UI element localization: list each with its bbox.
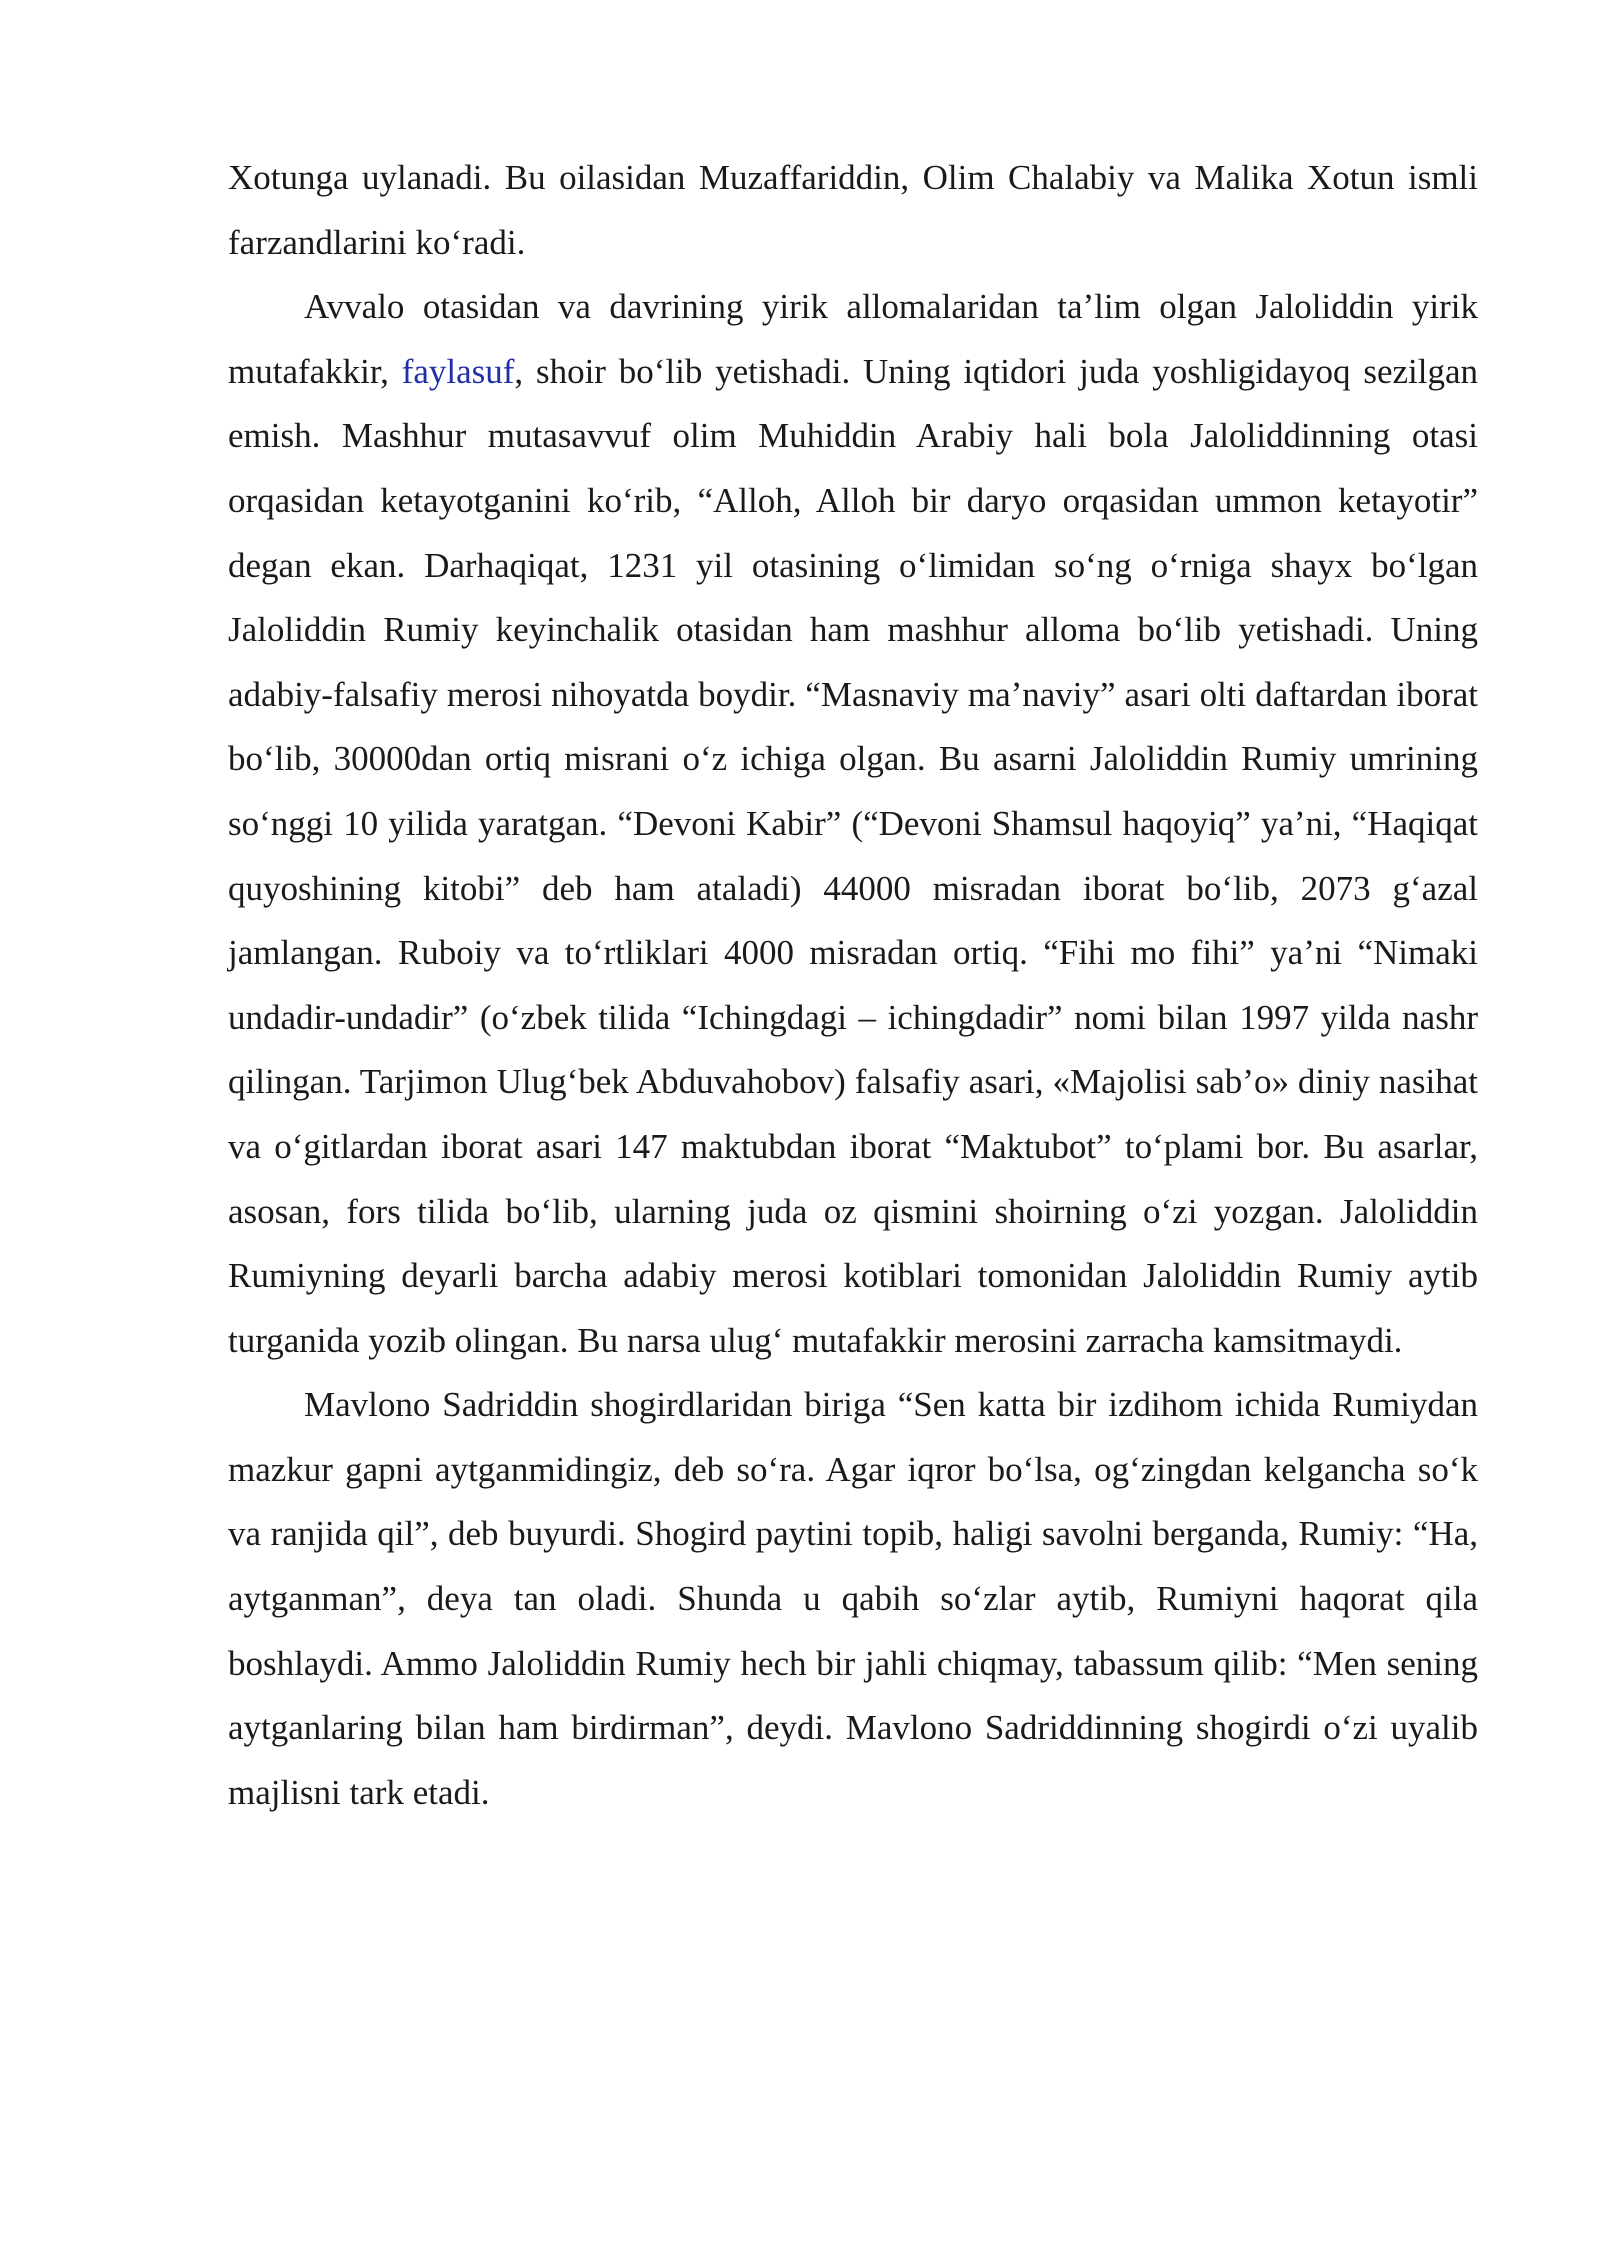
paragraph-sadriddin-story: Mavlono Sadriddin shogirdlaridan biriga “Sen katta bir izdihom ichida Rumiydan mazkur gapni aytganmidingiz, deb soʻra. Agar iqror boʻlsa, ogʻzingdan kelgancha soʻk va ranjida qil”, deb buyurdi. Shogird paytini topib, haligi savolni berganda, Rumiy: “Ha, aytganman”, deya tan oladi. Shunda u qabih soʻzlar aytib, Rumiyni haqorat qila boshlaydi. Ammo Jaloliddin Rumiy hech bir jahli chiqmay, tabassum qilib: “Men sening aytganlaring bilan ham birdirman”, deydi. Mavlono Sadriddinning shogirdi oʻzi uyalib majlisni tark etadi.	[228, 1385, 1478, 1812]
paragraph-text-rest: , shoir boʻlib yetishadi. Uning iqtidori juda yoshligidayoq sezilgan emish. Mashhur mutasavvuf olim Muhiddin Arabiy hali bola Jaloliddinning otasi orqasidan ketayotganini koʻrib, “Alloh, Alloh bir daryo orqasidan ummon ketayotir” degan ekan. Darhaqiqat, 1231 yil otasining oʻlimidan soʻng oʻrniga shayx boʻlgan Jaloliddin Rumiy keyinchalik otasidan ham mashhur alloma boʻlib yetishadi. Uning adabiy-falsafiy merosi nihoyatda boydir. “Masnaviy maʼnaviy” asari olti daftardan iborat boʻlib, 30000dan ortiq misrani oʻz ichiga olgan. Bu asarni Jaloliddin Rumiy umrining soʻnggi 10 yilida yaratgan. “Devoni Kabir” (“Devoni Shamsul haqoyiq” yaʼni, “Haqiqat quyoshining kitobi” deb ham ataladi) 44000 misradan iborat boʻlib, 2073 gʻazal jamlangan. Ruboiy va toʻrtliklari 4000 misradan ortiq. “Fihi mo fihi” yaʼni “Nimaki undadir-undadir” (oʻzbek tilida “Ichingdagi – ichingdadir” nomi bilan 1997 yilda nashr qilingan. Tarjimon Ulugʻbek Abduvahobov) falsafiy asari, «Majolisi sab’o» diniy nasihat va oʻgitlardan iborat asari 147 maktubdan iborat “Maktubot” toʻplami bor. Bu asarlar, asosan, fors tilida boʻlib, ularning juda oz qismini shoirning oʻzi yozgan. Jaloliddin Rumiyning deyarli barcha adabiy merosi kotiblari tomonidan Jaloliddin Rumiy aytib turganida yozib olingan. Bu narsa ulugʻ mutafakkir merosini zarracha kamsitmaydi.	[228, 351, 1478, 1360]
paragraph-rumiy-works	[228, 275, 1478, 1373]
text-body	[228, 146, 1478, 1825]
paragraph-text-start: Avvalo otasidan va davrining yirik allomalaridan taʼlim olgan Jaloliddin yirik mutafakkir,	[228, 287, 1478, 391]
paragraph-continuation: Xotunga uylanadi. Bu oilasidan Muzaffariddin, Olim Chalabiy va Malika Xotun ismli farzandlarini koʻradi.	[228, 158, 1478, 262]
faylasuf-link[interactable]: faylasuf	[401, 351, 515, 391]
